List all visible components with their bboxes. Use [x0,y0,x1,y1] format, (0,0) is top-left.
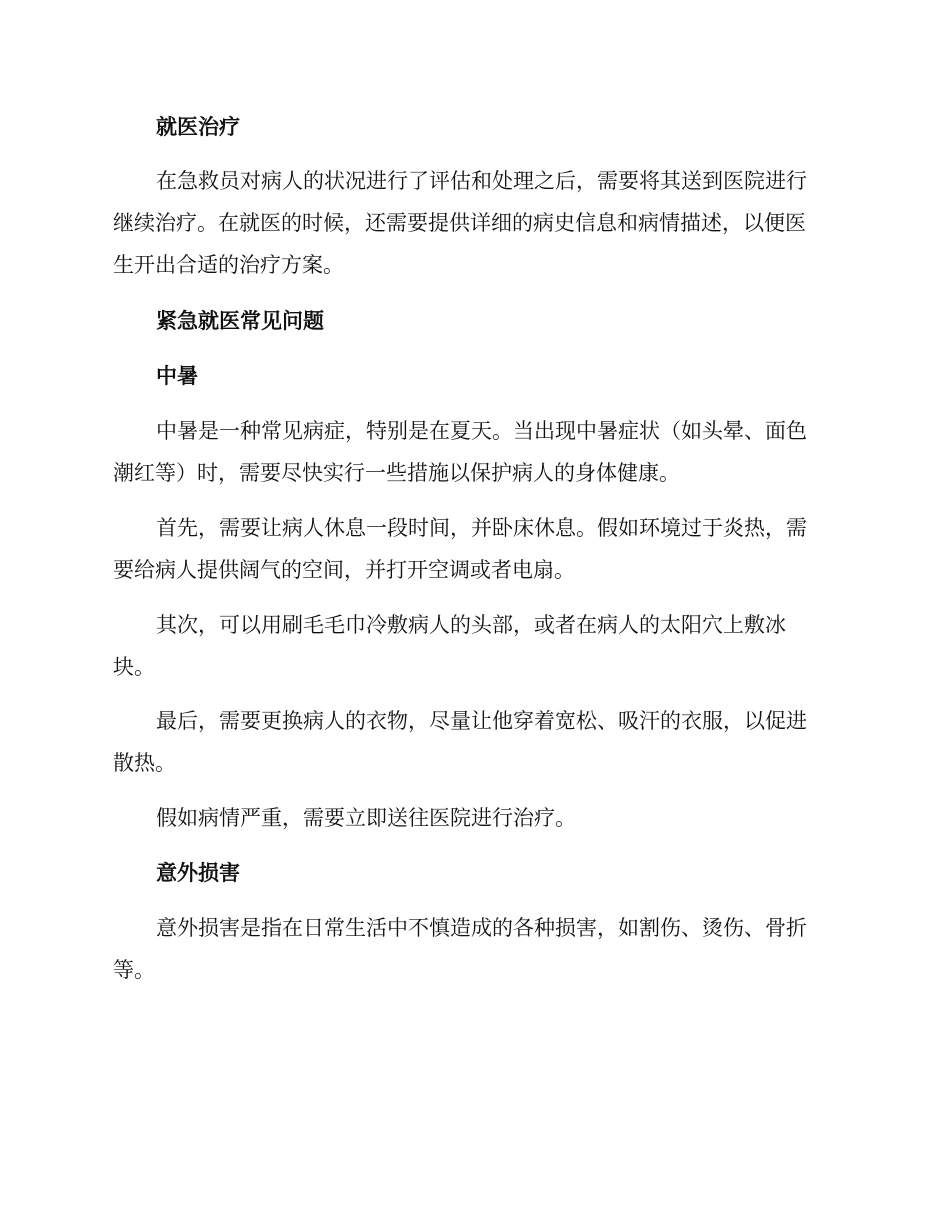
paragraph-heatstroke-severe [113,797,833,839]
paragraph-line: 意外损害是指在日常生活中不慎造成的各种损害，如割伤、烫伤、骨折 [156,916,807,940]
paragraph-line: 散热。 [113,751,176,775]
paragraph-heatstroke-second [113,604,833,688]
paragraph-line: 潮红等）时，需要尽快实行一些措施以保护病人的身体健康。 [113,461,680,485]
paragraph-line: 在急救员对病人的状况进行了评估和处理之后，需要将其送到医院进行 [156,169,807,193]
paragraph-line: 假如病情严重，需要立即送往医院进行治疗。 [156,806,576,830]
paragraph-heatstroke-first [113,507,833,591]
section-heading-emergency-faq: 紧急就医常见问题 [156,308,324,333]
paragraph-line: 生开出合适的治疗方案。 [113,253,344,277]
paragraph-line: 块。 [113,655,155,679]
paragraph-line: 中暑是一种常见病症，特别是在夏天。当出现中暑症状（如头晕、面色 [156,419,807,443]
paragraph-heatstroke-intro [113,410,833,494]
paragraph-accidental-injury [113,907,833,991]
paragraph-line: 等。 [113,958,155,982]
paragraph-line: 其次，可以用刷毛毛巾冷敷病人的头部，或者在病人的太阳穴上敷冰 [156,613,786,637]
section-heading-medical-treatment: 就医治疗 [156,114,240,139]
paragraph-line: 最后，需要更换病人的衣物，尽量让他穿着宽松、吸汗的衣服，以促进 [156,709,807,733]
paragraph-heatstroke-last [113,700,833,784]
paragraph-line: 要给病人提供阔气的空间，并打开空调或者电扇。 [113,558,575,582]
paragraph-line: 首先，需要让病人休息一段时间，并卧床休息。假如环境过于炎热，需 [156,516,807,540]
section-heading-accidental-injury: 意外损害 [156,860,240,885]
paragraph-line: 继续治疗。在就医的时候，还需要提供详细的病史信息和病情描述，以便医 [113,211,806,235]
paragraph-medical-treatment [113,160,833,286]
section-heading-heatstroke: 中暑 [156,363,198,388]
